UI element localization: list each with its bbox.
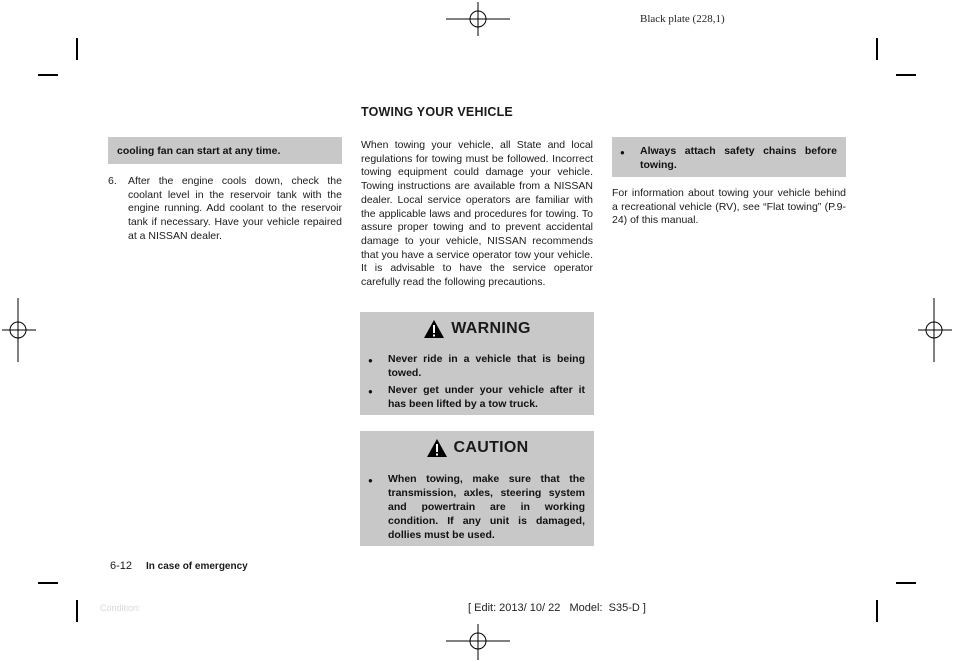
crop-mark [76,600,78,622]
registration-mark-left [2,298,36,362]
safety-chains-text: Always attach safety chains before towing. [640,145,837,171]
bullet-icon: ● [368,356,373,365]
crop-mark [896,582,916,584]
step-number: 6. [108,175,117,187]
crop-mark [876,600,878,622]
warning-label: WARNING [451,319,531,337]
warning-body [360,345,594,415]
crop-mark [38,582,58,584]
safety-chains-box [612,137,846,177]
step-6 [108,175,342,244]
warning-header [360,309,594,345]
step-text: After the engine cools down, check the coolant level in the reservoir tank with the engine running. Add coolant to the reservoir tank if necessary. Have your vehicle repaired at a NISSAN dealer. [128,175,342,242]
caution-item [368,472,585,542]
edit-info: [ Edit: 2013/ 10/ 22 Model: S35-D ] [468,602,646,614]
crop-mark [876,38,878,60]
warning-item [368,352,585,380]
safety-chains-item [620,144,837,172]
warning-item [368,383,585,411]
crop-mark [76,38,78,60]
caution-item-text: When towing, make sure that the transmission, axles, steering system and powertrain are in working condition. If any unit is damaged, dollies must be used. [388,473,585,541]
warning-item-text: Never get under your vehicle after it has been lifted by a tow truck. [388,384,585,410]
warning-triangle-icon [423,319,445,339]
section-name: In case of emergency [146,561,248,572]
continued-warning-box [108,137,342,164]
caution-header [360,428,594,464]
flat-towing-paragraph: For information about towing your vehicle behind a recreational vehicle (RV), see “Flat towing” (P.9-24) of this manual. [612,187,846,227]
plate-info: Black plate (228,1) [640,13,725,25]
bullet-icon: ● [368,476,373,485]
caution-label: CAUTION [453,438,529,456]
crop-mark [896,74,916,76]
registration-mark-top [446,2,510,36]
condition-label: Condition: [100,603,141,613]
page-number: 6-12 [110,560,133,572]
section-title: TOWING YOUR VEHICLE [361,105,513,119]
warning-item-text: Never ride in a vehicle that is being towed. [388,353,585,379]
bullet-icon: ● [368,387,373,396]
continued-warning-text: cooling fan can start at any time. [117,145,281,157]
crop-mark [38,74,58,76]
caution-body [360,464,594,546]
registration-mark-right [918,298,952,362]
bullet-icon: ● [620,148,625,157]
caution-triangle-icon [426,438,448,458]
towing-paragraph: When towing your vehicle, all State and local regulations for towing must be followed. Incorrect towing equipment could damage your vehicle. Towing instructions are available from a NISSAN dealer. Local service operators are familiar with the applicable laws and procedures for towing. To assure proper towing and to prevent accidental damage to your vehicle, NISSAN recommends that you have a service operator tow your vehicle. It is advisable to have the service operator carefully read the following precautions. [361,139,593,289]
registration-mark-bottom [446,624,510,660]
